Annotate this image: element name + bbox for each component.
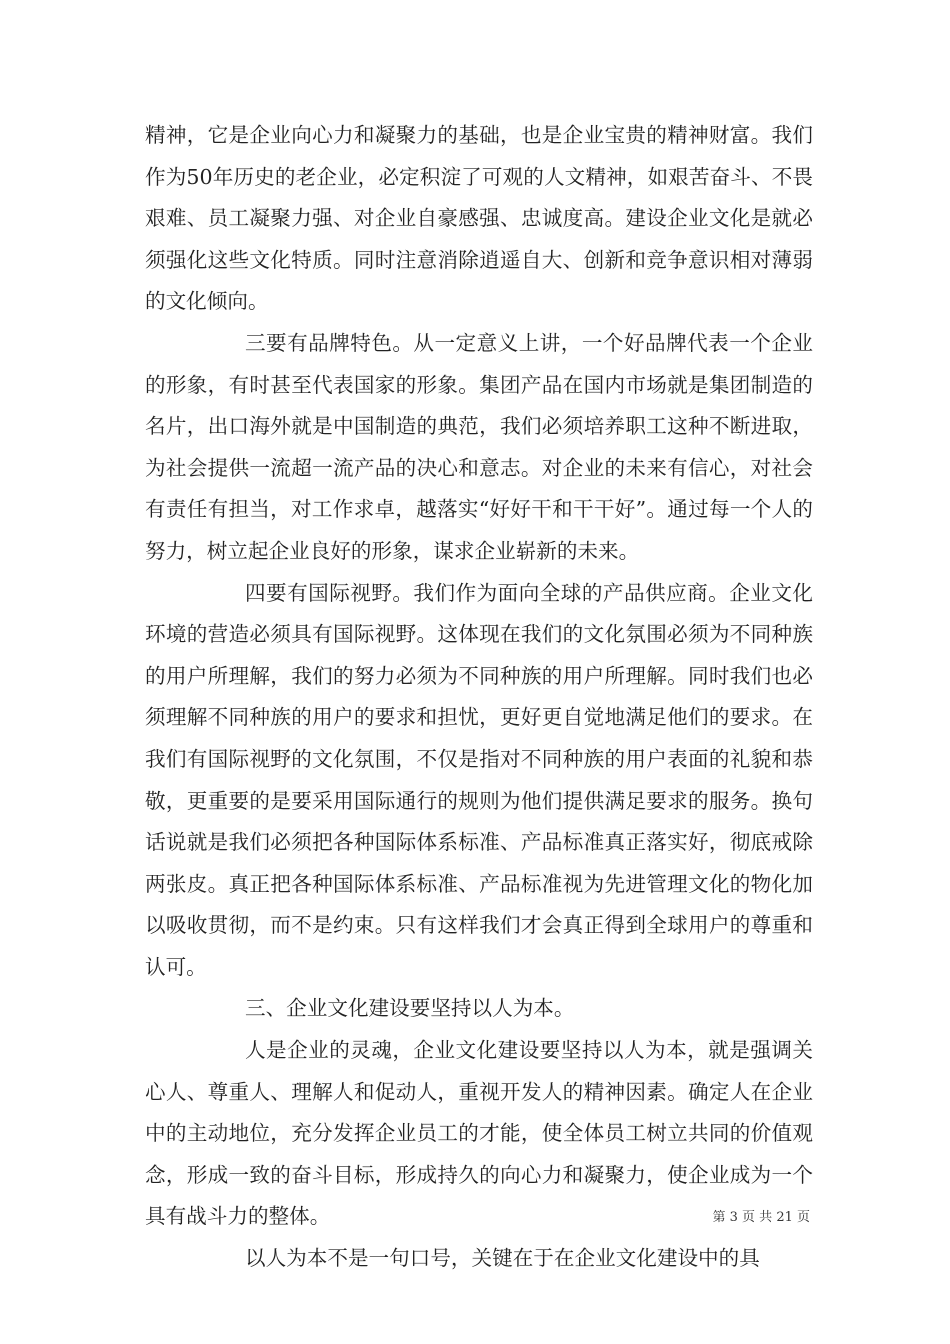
paragraph-international-vision: 四要有国际视野。我们作为面向全球的产品供应商。企业文化环境的营造必须具有国际视野。这体现在我们的文化氛围必须为不同种族的用户所理解，我们的努力必须为不同种族的用户所理解。同时我们也必须理解不同种族的用户的要求和担忧，更好更自觉地满足他们的要求。在我们有国际视野的文化氛围，不仅是指对不同种族的用户表面的礼貌和恭敬，更重要的是要采用国际通行的规则为他们提供满足要求的服务。换句话说就是我们必须把各种国际体系标准、产品标准真正落实好，彻底戒除两张皮。真正把各种国际体系标准、产品标准视为先进管理文化的物化加以吸收贯彻，而不是约束。只有这样我们才会真正得到全球用户的尊重和认可。: [145, 580, 813, 979]
paragraph-spirit-continuation: 精神，它是企业向心力和凝聚力的基础，也是企业宝贵的精神财富。我们作为50年历史的老企业，必定积淀了可观的人文精神，如艰苦奋斗、不畏艰难、员工凝聚力强、对企业自豪感强、忠诚度高。建设企业文化是就必须强化这些文化特质。同时注意消除逍遥自大、创新和竞争意识相对薄弱的文化倾向。: [145, 123, 813, 314]
paragraph-not-slogan: 以人为本不是一句口号，关键在于在企业文化建设中的具: [245, 1246, 760, 1271]
page-number-footer: 第 3 页 共 21 页: [712, 1210, 810, 1225]
paragraph-people-soul: 人是企业的灵魂，企业文化建设要坚持以人为本，就是强调关心人、尊重人、理解人和促动人，重视开发人的精神因素。确定人在企业中的主动地位，充分发挥企业员工的才能，使全体员工树立共同的价值观念，形成一致的奋斗目标，形成持久的向心力和凝聚力，使企业成为一个具有战斗力的整体。: [145, 1038, 813, 1229]
section-heading-people-oriented: 三、企业文化建设要坚持以人为本。: [245, 996, 575, 1021]
document-body: [145, 115, 813, 1280]
paragraph-brand-feature: 三要有品牌特色。从一定意义上讲，一个好品牌代表一个企业的形象，有时甚至代表国家的形象。集团产品在国内市场就是集团制造的名片，出口海外就是中国制造的典范，我们必须培养职工这种不断进取，为社会提供一流超一流产品的决心和意志。对企业的未来有信心，对社会有责任有担当，对工作求卓，越落实“好好干和干干好”。通过每一个人的努力，树立起企业良好的形象，谋求企业崭新的未来。: [145, 330, 813, 563]
